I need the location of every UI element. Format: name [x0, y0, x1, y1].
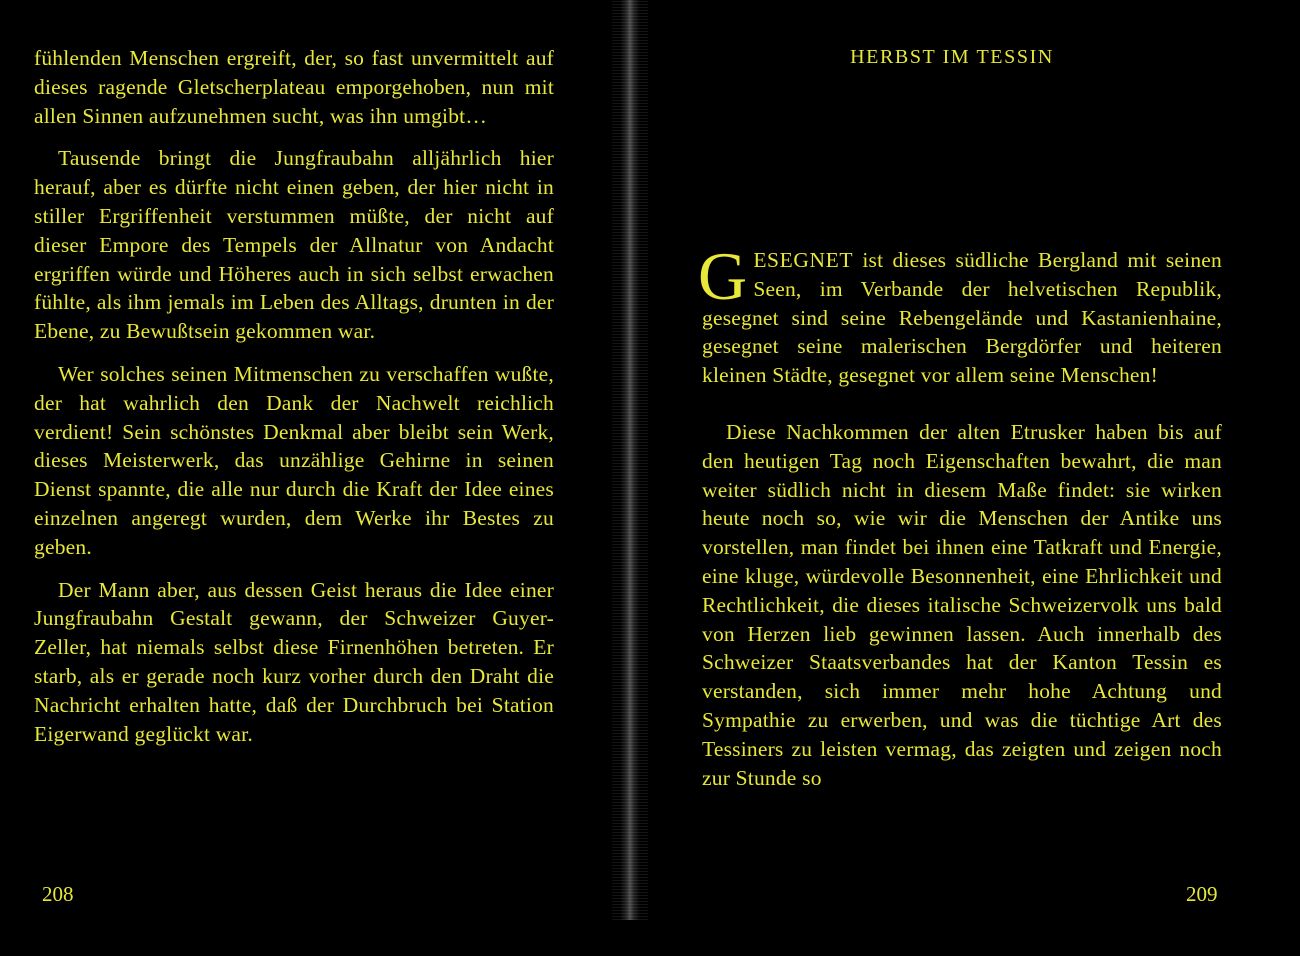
left-paragraph-4: Der Mann aber, aus dessen Geist heraus die Idee einer Jungfraubahn Gestalt gewann, der Schweizer Guyer-Zeller, hat niemals selbst diese Firnenhöhen betreten. Er starb, als er gerade noch kurz vorher durch den Draht die Nachricht erhalten hatte, daß der Durchbruch bei Station Eigerwand geglückt war. [34, 577, 554, 746]
right-paragraph-2: Diese Nachkommen der alten Etrusker haben bis auf den heutigen Tag noch Eigenschaften bewahrt, die man weiter südlich nicht in diesem Maße findet: sie wirken heute noch so, wie wir die Menschen der Antike uns vorstellen, man findet bei ihnen eine Tatkraft und Energie, eine kluge, würdevolle Besonnenheit, eine Ehrlichkeit und Rechtlichkeit, die dieses italische Schweizervolk uns bald von Herzen lieb gewinnen lassen. Auch innerhalb des Schweizer Staatsverbandes hat der Kanton Tessin es verstanden, sich immer mehr hohe Achtung und Sympathie zu erwerben, und was die tüchtige Art des Tessiners zu leisten vermag, das zeigten und zeigen noch zur Stunde so [702, 419, 1222, 790]
drop-cap: G [698, 238, 748, 314]
left-page [0, 0, 610, 956]
left-paragraph-3: Wer solches seinen Mitmenschen zu verschaffen wußte, der hat wahrlich den Dank der Nachwelt reichlich verdient! Sein schönstes Denkmal aber bleibt sein Werk, dieses Meisterwerk, das unzählige Gehirne in seinen Dienst spannte, die alle nur durch die Kraft der Idee eines einzelnen angeregt wurden, dem Werke ihr Bestes zu geben. [34, 361, 554, 559]
right-paragraph-1-text: ist dieses südliche Bergland mit seinen Seen, im Verbande der helvetischen Republik, gesegnet sind seine Rebengelände und Kastanienhaine, gesegnet seine malerischen Bergdörfer und heiteren kleinen Städte, gesegnet vor allem seine Menschen! [702, 248, 1222, 388]
book-gutter [612, 0, 648, 920]
left-paragraph-2: Tausende bringt die Jungfraubahn alljährlich hier herauf, aber es dürfte nicht einen geben, der hier nicht in stiller Ergriffenheit verstummen müßte, der nicht auf dieser Empore des Tempels der Allnatur von Andacht ergriffen würde und Höheres auch in sich selbst erwachen fühlte, als ihm jemals im Leben des Alltags, drunten in der Ebene, zu Bewußtsein gekommen war. [34, 146, 554, 344]
left-paragraph-1: fühlenden Menschen ergreift, der, so fast unvermittelt auf dieses ragende Gletscherplateau emporgehoben, nun mit allen Sinnen aufzunehmen sucht, was ihn umgibt… [34, 46, 554, 128]
right-page-text [698, 238, 1222, 792]
first-word-rest: ESEGNET [753, 248, 854, 272]
right-paragraph-1 [698, 238, 1222, 390]
running-head: HERBST IM TESSIN [850, 46, 1054, 68]
page-number-right: 209 [1186, 882, 1218, 906]
left-page-text [34, 44, 554, 748]
page-number-left: 208 [42, 882, 74, 906]
